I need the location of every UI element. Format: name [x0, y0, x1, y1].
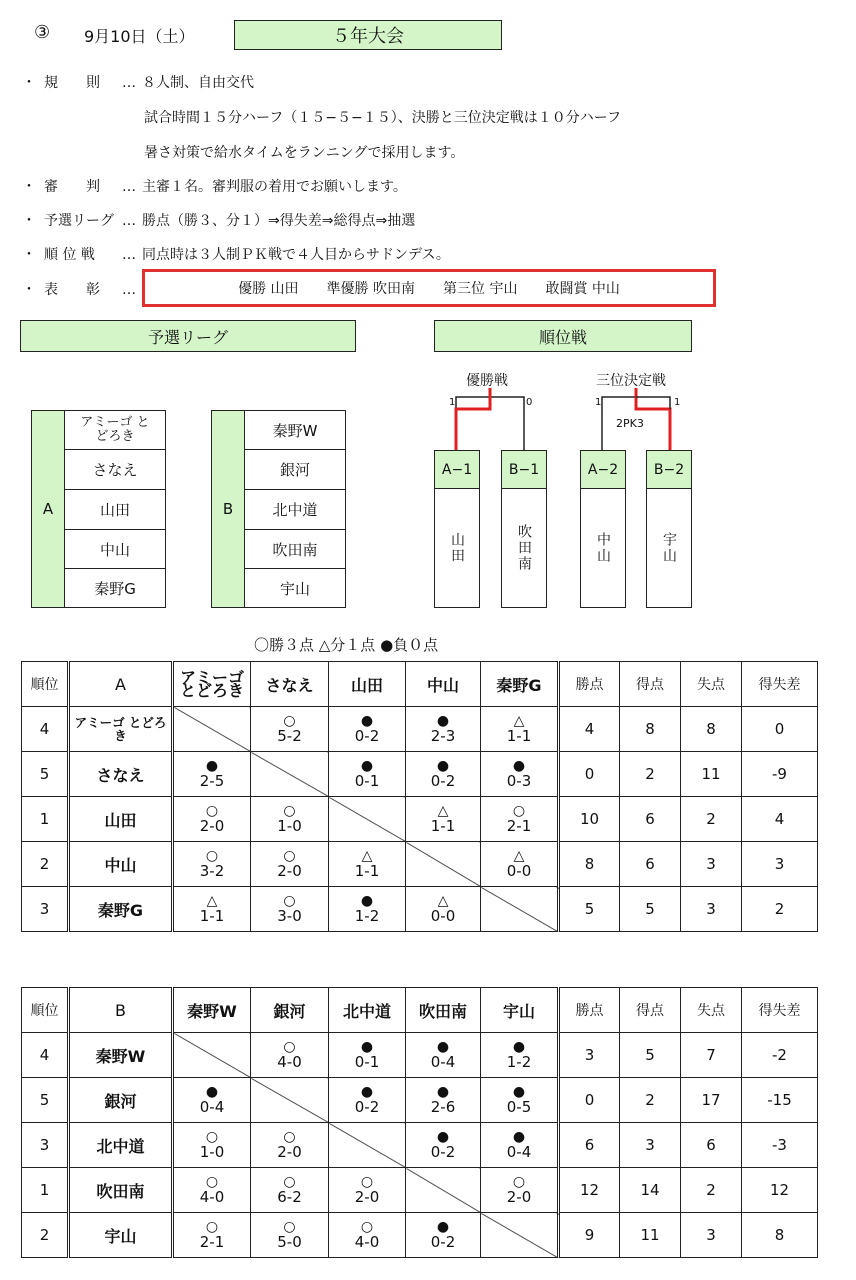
- stat-cell: 9: [559, 1213, 620, 1258]
- diagonal-cell: [329, 797, 406, 842]
- team-cell: 中山: [69, 842, 173, 887]
- rule-row-referee: ・ 審 判 … 主審１名。審判服の着用でお願いします。: [22, 179, 407, 195]
- result-mark: ●: [205, 758, 219, 774]
- result-score: 1-1: [354, 862, 380, 880]
- stat-cell: 7: [681, 1033, 742, 1078]
- result-mark: ●: [436, 1219, 450, 1235]
- table-a: [21, 661, 818, 932]
- result-mark: ○: [283, 1174, 296, 1190]
- result-mark: ○: [283, 1129, 296, 1145]
- result-cell: [406, 707, 481, 752]
- result-score: 1-1: [430, 817, 456, 835]
- table-row: [22, 797, 818, 842]
- event-title: ５年大会: [234, 20, 502, 50]
- group-a-team-1: アミーゴ とどろき: [64, 410, 166, 450]
- result-mark: ●: [512, 758, 526, 774]
- stat-cell: 3: [681, 842, 742, 887]
- result-mark: ○: [283, 848, 296, 864]
- stat-header: 勝点: [559, 988, 620, 1033]
- result-mark: ○: [283, 803, 296, 819]
- third-right-score: 1: [674, 397, 681, 408]
- rank-cell: 2: [22, 842, 69, 887]
- team-cell: 北中道: [69, 1123, 173, 1168]
- column-header: 秦野G: [481, 662, 559, 707]
- group-a-team-5: 秦野G: [64, 568, 166, 608]
- column-header: アミーゴ とどろき: [173, 662, 251, 707]
- stat-cell: 2: [681, 797, 742, 842]
- column-header: さなえ: [251, 662, 329, 707]
- result-mark: ●: [205, 1084, 219, 1100]
- group-header: B: [69, 988, 173, 1033]
- stat-cell: 5: [620, 887, 681, 932]
- table-header-row: [22, 662, 818, 707]
- result-cell: [481, 797, 559, 842]
- table-row: [22, 707, 818, 752]
- table-row: [22, 1123, 818, 1168]
- result-mark: ●: [360, 1039, 374, 1055]
- result-score: 4-0: [354, 1233, 380, 1251]
- stat-cell: 6: [559, 1123, 620, 1168]
- result-cell: [406, 1033, 481, 1078]
- group-b-team-3: 北中道: [244, 489, 346, 530]
- result-cell: [481, 842, 559, 887]
- rule-row-match-time: 試合時間１５分ハーフ（１５−５−１５）、決勝と三位決定戦は１０分ハーフ: [144, 110, 622, 126]
- stat-cell: 5: [559, 887, 620, 932]
- result-cell: [251, 1168, 329, 1213]
- rank-cell: 1: [22, 1168, 69, 1213]
- group-b-team-4: 吹田南: [244, 529, 346, 569]
- result-mark: △: [437, 893, 449, 909]
- result-cell: [173, 752, 251, 797]
- result-mark: ○: [283, 1219, 296, 1235]
- third-left-team: 中山: [580, 488, 626, 608]
- table-b-wrap: [21, 987, 818, 1258]
- result-score: 0-5: [506, 1098, 532, 1116]
- result-cell: [251, 1213, 329, 1258]
- result-mark: ●: [360, 1084, 374, 1100]
- result-score: 2-0: [354, 1188, 380, 1206]
- result-score: 0-4: [199, 1098, 225, 1116]
- group-b-team-5: 宇山: [244, 568, 346, 608]
- result-mark: ●: [512, 1039, 526, 1055]
- result-score: 1-0: [199, 1143, 225, 1161]
- prelim-league-header: 予選リーグ: [20, 320, 356, 352]
- result-score: 0-0: [430, 907, 456, 925]
- stat-cell: -2: [742, 1033, 818, 1078]
- stat-cell: 0: [559, 1078, 620, 1123]
- stat-cell: 8: [681, 707, 742, 752]
- result-cell: [251, 1123, 329, 1168]
- rule-row-regulation: ・ 規 則 … ８人制、自由交代: [22, 75, 254, 91]
- result-mark: ○: [205, 1174, 219, 1190]
- stat-header: 失点: [681, 988, 742, 1033]
- table-row: [22, 842, 818, 887]
- table-b: [21, 987, 818, 1258]
- stat-cell: 14: [620, 1168, 681, 1213]
- result-cell: [406, 1078, 481, 1123]
- stat-cell: 2: [681, 1168, 742, 1213]
- diagonal-cell: [251, 1078, 329, 1123]
- result-cell: [406, 1123, 481, 1168]
- team-cell: 吹田南: [69, 1168, 173, 1213]
- table-row: [22, 1078, 818, 1123]
- result-score: 1-1: [199, 907, 225, 925]
- result-score: 0-2: [430, 1143, 456, 1161]
- result-mark: ○: [205, 803, 219, 819]
- result-mark: △: [206, 893, 218, 909]
- stat-header: 得失差: [742, 662, 818, 707]
- stat-cell: 3: [559, 1033, 620, 1078]
- result-score: 2-0: [199, 817, 225, 835]
- third-pk-score: 2PK3: [616, 417, 644, 430]
- team-cell: 銀河: [69, 1078, 173, 1123]
- stat-cell: 8: [620, 707, 681, 752]
- result-mark: ○: [360, 1219, 374, 1235]
- result-score: 1-0: [277, 817, 302, 835]
- result-mark: △: [437, 803, 449, 819]
- result-mark: △: [361, 848, 373, 864]
- result-score: 2-5: [199, 772, 225, 790]
- stat-cell: -3: [742, 1123, 818, 1168]
- team-cell: アミーゴ とどろき: [69, 707, 173, 752]
- stat-cell: 11: [681, 752, 742, 797]
- stat-cell: 5: [620, 1033, 681, 1078]
- result-score: 0-4: [430, 1053, 456, 1071]
- ranking-header: 順位戦: [434, 320, 692, 352]
- stat-cell: 6: [620, 842, 681, 887]
- stat-cell: 3: [742, 842, 818, 887]
- group-a-label: A: [31, 410, 65, 608]
- stat-cell: -9: [742, 752, 818, 797]
- diagonal-cell: [173, 1033, 251, 1078]
- result-mark: ○: [283, 1039, 296, 1055]
- result-cell: [329, 887, 406, 932]
- group-b-label: B: [211, 410, 245, 608]
- result-cell: [329, 1168, 406, 1213]
- column-header: 中山: [406, 662, 481, 707]
- result-score: 3-0: [277, 907, 302, 925]
- final-right-team: 吹田南: [501, 488, 547, 608]
- stat-cell: 6: [681, 1123, 742, 1168]
- stat-cell: 4: [559, 707, 620, 752]
- table-row: [22, 752, 818, 797]
- diagonal-cell: [251, 752, 329, 797]
- result-score: 1-2: [354, 907, 380, 925]
- result-score: 0-1: [354, 772, 380, 790]
- diagonal-cell: [481, 1213, 559, 1258]
- stat-cell: 3: [681, 887, 742, 932]
- circle-number: ③: [34, 22, 51, 43]
- result-cell: [173, 842, 251, 887]
- stat-cell: 12: [559, 1168, 620, 1213]
- stat-cell: 8: [742, 1213, 818, 1258]
- final-left-slot: A−1: [434, 450, 480, 489]
- table-row: [22, 1033, 818, 1078]
- result-score: 2-3: [430, 727, 456, 745]
- group-a-team-2: さなえ: [64, 449, 166, 490]
- team-cell: 秦野G: [69, 887, 173, 932]
- result-score: 0-2: [354, 1098, 380, 1116]
- result-score: 2-1: [199, 1233, 225, 1251]
- event-date: 9月10日（土）: [84, 27, 195, 46]
- rank-cell: 4: [22, 1033, 69, 1078]
- result-score: 2-0: [277, 1143, 302, 1161]
- result-cell: [251, 1033, 329, 1078]
- table-row: [22, 887, 818, 932]
- rank-header: 順位: [22, 988, 69, 1033]
- result-score: 4-0: [199, 1188, 225, 1206]
- result-score: 4-0: [277, 1053, 302, 1071]
- result-cell: [173, 1168, 251, 1213]
- third-place-title: 三位決定戦: [596, 373, 666, 389]
- stat-cell: 4: [742, 797, 818, 842]
- final-left-score: 1: [449, 397, 456, 408]
- third-right-team: 宇山: [646, 488, 692, 608]
- result-cell: [481, 752, 559, 797]
- result-mark: ●: [436, 713, 450, 729]
- result-cell: [406, 887, 481, 932]
- third-right-slot: B−2: [646, 450, 692, 489]
- rule-row-prelim: ・ 予選リーグ … 勝点（勝３、分１）⇒得失差⇒総得点⇒抽選: [22, 213, 416, 229]
- diagonal-cell: [406, 1168, 481, 1213]
- diagonal-cell: [481, 887, 559, 932]
- team-cell: 山田: [69, 797, 173, 842]
- result-score: 1-2: [506, 1053, 532, 1071]
- awards-box: 優勝 山田 準優勝 吹田南 第三位 宇山 敢闘賞 中山: [142, 269, 716, 307]
- rank-cell: 3: [22, 1123, 69, 1168]
- result-cell: [481, 1123, 559, 1168]
- result-cell: [329, 1033, 406, 1078]
- result-score: 2-1: [506, 817, 532, 835]
- result-cell: [329, 752, 406, 797]
- result-cell: [173, 1078, 251, 1123]
- stat-cell: 2: [742, 887, 818, 932]
- final-left-team: 山田: [434, 488, 480, 608]
- table-row: [22, 1168, 818, 1213]
- result-mark: ○: [512, 803, 526, 819]
- third-left-score: 1: [595, 397, 602, 408]
- diagonal-cell: [329, 1123, 406, 1168]
- result-cell: [481, 1168, 559, 1213]
- stat-header: 得点: [620, 988, 681, 1033]
- result-mark: ●: [436, 1129, 450, 1145]
- stat-cell: 17: [681, 1078, 742, 1123]
- result-cell: [406, 752, 481, 797]
- result-score: 0-2: [430, 1233, 456, 1251]
- result-score: 6-2: [277, 1188, 302, 1206]
- stat-cell: 2: [620, 752, 681, 797]
- result-cell: [173, 887, 251, 932]
- column-header: 吹田南: [406, 988, 481, 1033]
- stat-cell: 2: [620, 1078, 681, 1123]
- stat-cell: 3: [620, 1123, 681, 1168]
- result-cell: [329, 707, 406, 752]
- result-score: 3-2: [199, 862, 225, 880]
- team-cell: さなえ: [69, 752, 173, 797]
- result-score: 2-0: [506, 1188, 532, 1206]
- rule-row-ranking: ・ 順 位 戦 … 同点時は３人制ＰＫ戦で４人目からサドンデス。: [22, 247, 450, 263]
- result-mark: ●: [512, 1129, 526, 1145]
- result-mark: ●: [360, 758, 374, 774]
- diagonal-cell: [406, 842, 481, 887]
- rule-row-awards: ・ 表 彰 …: [22, 282, 136, 298]
- column-header: 山田: [329, 662, 406, 707]
- result-mark: ○: [205, 1129, 219, 1145]
- stat-cell: 6: [620, 797, 681, 842]
- group-a-team-3: 山田: [64, 489, 166, 530]
- group-header: A: [69, 662, 173, 707]
- stat-cell: -15: [742, 1078, 818, 1123]
- result-mark: ●: [436, 1039, 450, 1055]
- result-cell: [251, 707, 329, 752]
- result-score: 0-4: [506, 1143, 532, 1161]
- result-mark: △: [513, 713, 525, 729]
- result-score: 5-2: [277, 727, 302, 745]
- result-legend: 〇勝３点 △分１点 ●負０点: [254, 636, 439, 654]
- stat-cell: 0: [742, 707, 818, 752]
- stat-cell: 8: [559, 842, 620, 887]
- group-b-team-2: 銀河: [244, 449, 346, 490]
- stat-header: 勝点: [559, 662, 620, 707]
- result-cell: [481, 1033, 559, 1078]
- group-b-team-1: 秦野W: [244, 410, 346, 450]
- result-score: 5-0: [277, 1233, 302, 1251]
- result-score: 0-0: [506, 862, 532, 880]
- table-row: [22, 1213, 818, 1258]
- result-score: 0-3: [506, 772, 532, 790]
- result-score: 0-1: [354, 1053, 380, 1071]
- rank-cell: 5: [22, 752, 69, 797]
- result-cell: [173, 1213, 251, 1258]
- rank-cell: 1: [22, 797, 69, 842]
- result-mark: ●: [436, 1084, 450, 1100]
- stat-cell: 3: [681, 1213, 742, 1258]
- result-cell: [251, 797, 329, 842]
- result-cell: [329, 842, 406, 887]
- rank-header: 順位: [22, 662, 69, 707]
- stat-header: 得失差: [742, 988, 818, 1033]
- final-right-slot: B−1: [501, 450, 547, 489]
- result-cell: [406, 797, 481, 842]
- result-cell: [251, 887, 329, 932]
- stat-cell: 10: [559, 797, 620, 842]
- result-mark: ○: [283, 713, 296, 729]
- rank-cell: 5: [22, 1078, 69, 1123]
- result-mark: ○: [205, 848, 219, 864]
- result-cell: [329, 1213, 406, 1258]
- stat-header: 失点: [681, 662, 742, 707]
- result-mark: ○: [512, 1174, 526, 1190]
- diagonal-cell: [173, 707, 251, 752]
- result-cell: [173, 1123, 251, 1168]
- result-score: 2-0: [277, 862, 302, 880]
- column-header: 秦野W: [173, 988, 251, 1033]
- result-cell: [173, 797, 251, 842]
- stat-cell: 12: [742, 1168, 818, 1213]
- final-right-score: 0: [526, 397, 533, 408]
- table-a-wrap: [21, 661, 818, 932]
- result-cell: [481, 707, 559, 752]
- result-mark: ●: [360, 713, 374, 729]
- rule-row-heat: 暑さ対策で給水タイムをランニングで採用します。: [144, 145, 465, 161]
- result-mark: ○: [360, 1174, 374, 1190]
- table-header-row: [22, 988, 818, 1033]
- column-header: 北中道: [329, 988, 406, 1033]
- rank-cell: 2: [22, 1213, 69, 1258]
- final-title: 優勝戦: [466, 373, 508, 389]
- team-cell: 宇山: [69, 1213, 173, 1258]
- result-mark: ●: [436, 758, 450, 774]
- result-mark: ○: [283, 893, 296, 909]
- result-score: 2-6: [430, 1098, 456, 1116]
- third-left-slot: A−2: [580, 450, 626, 489]
- result-mark: △: [513, 848, 525, 864]
- rank-cell: 4: [22, 707, 69, 752]
- result-cell: [329, 1078, 406, 1123]
- result-score: 1-1: [506, 727, 532, 745]
- result-score: 0-2: [354, 727, 380, 745]
- stat-cell: 11: [620, 1213, 681, 1258]
- result-score: 0-2: [430, 772, 456, 790]
- stat-header: 得点: [620, 662, 681, 707]
- result-cell: [481, 1078, 559, 1123]
- result-mark: ●: [512, 1084, 526, 1100]
- result-cell: [251, 842, 329, 887]
- result-mark: ●: [360, 893, 374, 909]
- stat-cell: 0: [559, 752, 620, 797]
- rank-cell: 3: [22, 887, 69, 932]
- result-cell: [406, 1213, 481, 1258]
- group-a-team-4: 中山: [64, 529, 166, 569]
- team-cell: 秦野W: [69, 1033, 173, 1078]
- result-mark: ○: [205, 1219, 219, 1235]
- column-header: 銀河: [251, 988, 329, 1033]
- column-header: 宇山: [481, 988, 559, 1033]
